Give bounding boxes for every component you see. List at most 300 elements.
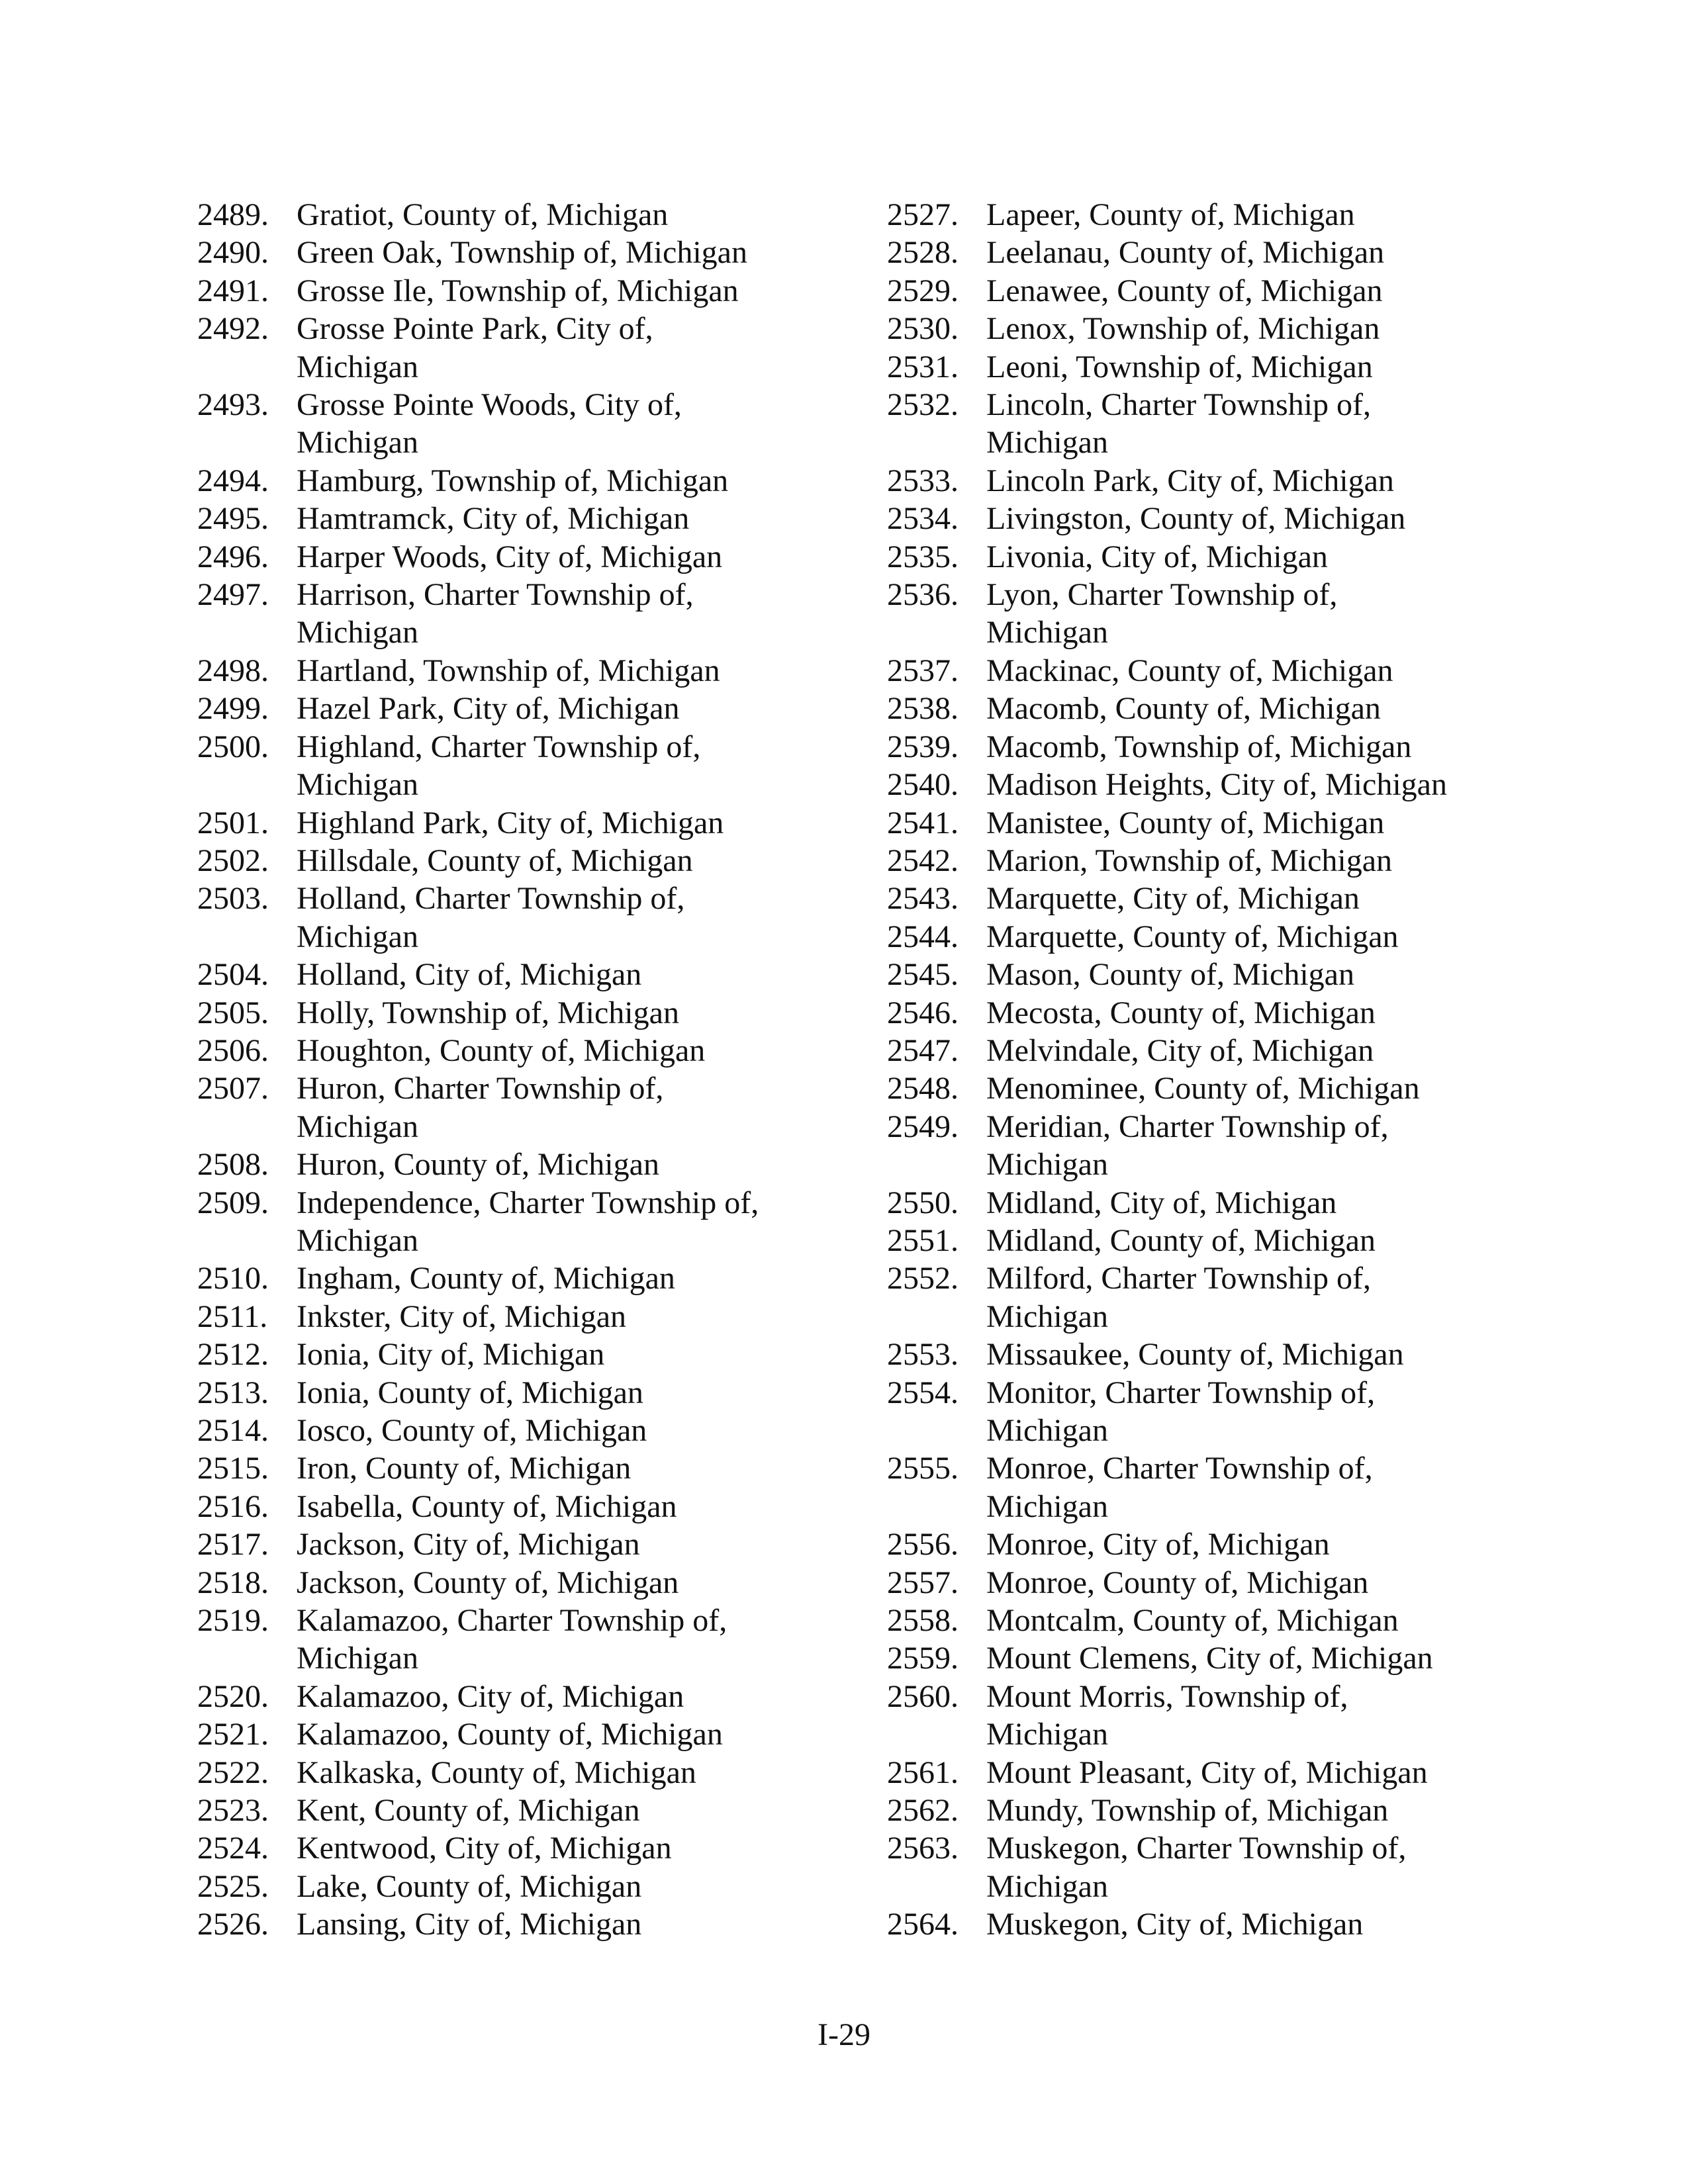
entry-number: 2507. (197, 1071, 269, 1107)
list-item (197, 1449, 859, 1487)
entry-name (986, 1678, 1549, 1754)
entry-name-line: Montcalm, County of, Michigan (986, 1603, 1399, 1639)
list-item (887, 462, 1549, 500)
entry-name (297, 500, 859, 537)
entry-name-line: Iron, County of, Michigan (297, 1451, 632, 1486)
entry-name (986, 1032, 1549, 1069)
entry-name-line: Hazel Park, City of, Michigan (297, 691, 680, 727)
list-item (887, 1259, 1549, 1336)
entry-name (297, 1336, 859, 1373)
entry-name (297, 728, 859, 804)
entry-name-line: Harper Woods, City of, Michigan (297, 539, 723, 574)
list-item (887, 538, 1549, 576)
entry-number: 2541. (887, 805, 959, 841)
entry-name-line: Huron, Charter Township of, (297, 1071, 664, 1107)
entry-number: 2509. (197, 1185, 269, 1220)
entry-number: 2495. (197, 501, 269, 537)
entry-number: 2506. (197, 1032, 269, 1068)
entry-name-line: Mount Clemens, City of, Michigan (986, 1641, 1433, 1676)
list-item (887, 500, 1549, 537)
entry-number: 2498. (197, 653, 269, 688)
entry-name (297, 538, 859, 576)
entry-name-line: Mundy, Township of, Michigan (986, 1793, 1389, 1829)
list-item (887, 1222, 1549, 1259)
entry-name-line: Marquette, County of, Michigan (986, 919, 1399, 954)
entry-name (297, 1069, 859, 1146)
entry-name-line: Hamtramck, City of, Michigan (297, 501, 690, 537)
entry-number: 2499. (197, 691, 269, 727)
entry-name (986, 766, 1549, 803)
list-item (887, 1184, 1549, 1222)
list-item (887, 1564, 1549, 1602)
entry-name-line: Houghton, County of, Michigan (297, 1032, 706, 1068)
entry-name (986, 652, 1549, 690)
entry-name-line: Kalkaska, County of, Michigan (297, 1754, 696, 1790)
entry-name-line: Marquette, City of, Michigan (986, 881, 1360, 917)
list-item (197, 1754, 859, 1792)
entry-name-line: Lansing, City of, Michigan (297, 1907, 642, 1942)
entry-name-line: Lincoln, Charter Township of, (986, 387, 1371, 423)
entry-number: 2504. (197, 957, 269, 993)
list-item (197, 1829, 859, 1867)
entry-name (297, 956, 859, 993)
entry-number: 2562. (887, 1793, 959, 1829)
list-item (197, 538, 859, 576)
list-item (197, 652, 859, 690)
entry-name (986, 1754, 1549, 1792)
entry-name (297, 1564, 859, 1602)
list-item (887, 880, 1549, 917)
entry-name (986, 386, 1549, 462)
entry-name (986, 1525, 1549, 1563)
entry-name (986, 804, 1549, 842)
entry-name (297, 1374, 859, 1412)
entry-name-line: Melvindale, City of, Michigan (986, 1032, 1374, 1068)
entry-name-line: Iosco, County of, Michigan (297, 1413, 647, 1448)
entry-name-line: Grosse Ile, Township of, Michigan (297, 273, 739, 308)
list-item (197, 1715, 859, 1753)
list-item (197, 234, 859, 271)
list-item (887, 690, 1549, 727)
entry-number: 2534. (887, 501, 959, 537)
entry-name (297, 1905, 859, 1943)
entry-name (986, 1069, 1549, 1107)
entry-name-line: Hamburg, Township of, Michigan (297, 463, 729, 498)
entry-name (986, 272, 1549, 310)
entry-name (986, 500, 1549, 537)
list-item (197, 842, 859, 880)
entry-name-line: Monroe, City of, Michigan (986, 1527, 1330, 1563)
entry-name-continuation: Michigan (297, 767, 418, 803)
entry-name-continuation: Michigan (986, 1868, 1108, 1904)
entry-name-line: Mackinac, County of, Michigan (986, 653, 1393, 688)
list-item (197, 1298, 859, 1336)
entry-number: 2525. (197, 1868, 269, 1904)
entry-name (986, 462, 1549, 500)
entry-number: 2558. (887, 1603, 959, 1639)
entry-name-line: Monroe, Charter Township of, (986, 1451, 1373, 1486)
entry-number: 2563. (887, 1831, 959, 1866)
entry-name (986, 1639, 1549, 1677)
entry-number: 2554. (887, 1375, 959, 1410)
entry-name (986, 576, 1549, 652)
entry-name-line: Independence, Charter Township of, (297, 1185, 759, 1220)
entry-name (297, 1259, 859, 1297)
entry-name-continuation: Michigan (297, 919, 418, 954)
entry-name-line: Green Oak, Township of, Michigan (297, 235, 747, 271)
entry-name (986, 348, 1549, 386)
entry-name-line: Gratiot, County of, Michigan (297, 197, 669, 232)
entry-number: 2513. (197, 1375, 269, 1410)
entry-name (297, 196, 859, 234)
entry-name (297, 1412, 859, 1449)
entry-number: 2560. (887, 1678, 959, 1714)
entry-name (297, 1449, 859, 1487)
entry-name (297, 576, 859, 652)
entry-name (297, 842, 859, 880)
list-item (197, 196, 859, 234)
list-item (887, 1449, 1549, 1525)
entry-name-line: Livingston, County of, Michigan (986, 501, 1406, 537)
list-item (887, 386, 1549, 462)
entry-name (297, 1678, 859, 1715)
entry-name-line: Lincoln Park, City of, Michigan (986, 463, 1394, 498)
entry-name (986, 234, 1549, 271)
list-item (887, 310, 1549, 347)
entry-name-line: Mount Pleasant, City of, Michigan (986, 1754, 1428, 1790)
entry-number: 2535. (887, 539, 959, 574)
list-item (887, 1032, 1549, 1069)
list-item (197, 1525, 859, 1563)
list-item (197, 1336, 859, 1373)
entry-number: 2557. (887, 1565, 959, 1600)
entry-name-line: Inkster, City of, Michigan (297, 1298, 626, 1334)
entry-name-line: Menominee, County of, Michigan (986, 1071, 1420, 1107)
list-item (887, 1829, 1549, 1905)
entry-number: 2553. (887, 1337, 959, 1373)
entry-name-line: Muskegon, Charter Township of, (986, 1831, 1407, 1866)
entry-name (297, 1298, 859, 1336)
entry-name-continuation: Michigan (986, 425, 1108, 461)
entry-name (297, 652, 859, 690)
entry-number: 2496. (197, 539, 269, 574)
entry-name (986, 956, 1549, 993)
entry-number: 2561. (887, 1754, 959, 1790)
list-item (197, 1905, 859, 1943)
entry-name-line: Manistee, County of, Michigan (986, 805, 1385, 841)
entry-name-line: Jackson, County of, Michigan (297, 1565, 679, 1600)
entry-name-line: Kent, County of, Michigan (297, 1793, 640, 1829)
entry-number: 2529. (887, 273, 959, 308)
list-item (197, 1069, 859, 1146)
entry-name-line: Midland, City of, Michigan (986, 1185, 1337, 1220)
entry-name (986, 690, 1549, 727)
entry-number: 2491. (197, 273, 269, 308)
entry-number: 2514. (197, 1413, 269, 1448)
entry-name (986, 310, 1549, 347)
entry-name-line: Missaukee, County of, Michigan (986, 1337, 1404, 1373)
entry-number: 2520. (197, 1678, 269, 1714)
entry-number: 2547. (887, 1032, 959, 1068)
list-item (887, 1336, 1549, 1373)
entry-number: 2524. (197, 1831, 269, 1866)
list-item (197, 1602, 859, 1678)
list-item (887, 1792, 1549, 1829)
entry-number: 2544. (887, 919, 959, 954)
entry-number: 2522. (197, 1754, 269, 1790)
list-item (887, 1525, 1549, 1563)
entry-number: 2537. (887, 653, 959, 688)
entry-number: 2518. (197, 1565, 269, 1600)
entry-number: 2521. (197, 1717, 269, 1752)
entry-number: 2542. (887, 842, 959, 878)
list-item (887, 1639, 1549, 1677)
entry-number: 2549. (887, 1109, 959, 1144)
entry-name (986, 1184, 1549, 1222)
entry-number: 2523. (197, 1793, 269, 1829)
list-item (197, 1564, 859, 1602)
list-item (887, 272, 1549, 310)
entry-name-continuation: Michigan (986, 1717, 1108, 1752)
entry-number: 2510. (197, 1261, 269, 1297)
entry-number: 2519. (197, 1603, 269, 1639)
list-item (197, 1678, 859, 1715)
entry-number: 2492. (197, 311, 269, 347)
entry-number: 2489. (197, 197, 269, 232)
list-item (197, 500, 859, 537)
entry-name-line: Isabella, County of, Michigan (297, 1488, 677, 1524)
entry-name-line: Macomb, County of, Michigan (986, 691, 1381, 727)
entry-number: 2516. (197, 1488, 269, 1524)
entry-number: 2502. (197, 842, 269, 878)
entry-name (986, 918, 1549, 956)
entry-name-continuation: Michigan (986, 1413, 1108, 1448)
entry-name-line: Huron, County of, Michigan (297, 1147, 659, 1183)
entry-number: 2556. (887, 1527, 959, 1563)
entry-number: 2501. (197, 805, 269, 841)
entry-number: 2531. (887, 349, 959, 385)
entry-number: 2528. (887, 235, 959, 271)
list-item (197, 1792, 859, 1829)
entry-name (986, 842, 1549, 880)
entry-name (297, 690, 859, 727)
entry-name (986, 1905, 1549, 1943)
entry-name (297, 462, 859, 500)
list-item (197, 690, 859, 727)
list-item (197, 272, 859, 310)
entry-name-continuation: Michigan (297, 1109, 418, 1144)
list-item (887, 196, 1549, 234)
entry-name-continuation: Michigan (986, 1488, 1108, 1524)
entry-name (297, 1792, 859, 1829)
entry-name-continuation: Michigan (986, 1147, 1108, 1183)
entry-name (297, 1715, 859, 1753)
entry-name-line: Holland, City of, Michigan (297, 957, 642, 993)
list-item (197, 1374, 859, 1412)
entry-name (986, 1602, 1549, 1639)
entry-name-line: Macomb, Township of, Michigan (986, 729, 1412, 764)
entry-number: 2543. (887, 881, 959, 917)
entry-name-line: Leelanau, County of, Michigan (986, 235, 1385, 271)
entry-name-continuation: Michigan (297, 1222, 418, 1258)
entry-number: 2508. (197, 1147, 269, 1183)
right-column (887, 196, 1549, 1944)
list-item (887, 652, 1549, 690)
entry-number: 2517. (197, 1527, 269, 1563)
entry-number: 2540. (887, 767, 959, 803)
entry-name (297, 994, 859, 1032)
list-item (197, 1412, 859, 1449)
entry-name-line: Highland, Charter Township of, (297, 729, 701, 764)
entry-name (297, 386, 859, 462)
entry-name (297, 234, 859, 271)
entry-name-line: Leoni, Township of, Michigan (986, 349, 1373, 385)
entry-name (986, 1829, 1549, 1905)
entry-name-line: Kalamazoo, City of, Michigan (297, 1678, 684, 1714)
list-item (197, 1868, 859, 1905)
list-item (887, 766, 1549, 803)
list-item (887, 1069, 1549, 1107)
list-item (197, 576, 859, 652)
entry-name (986, 1336, 1549, 1373)
entry-name (986, 1564, 1549, 1602)
entry-number: 2497. (197, 577, 269, 613)
list-item (197, 1488, 859, 1525)
entry-number: 2551. (887, 1222, 959, 1258)
entry-name (986, 1449, 1549, 1525)
entry-name (297, 1146, 859, 1183)
entry-name-line: Lenox, Township of, Michigan (986, 311, 1380, 347)
entry-number: 2539. (887, 729, 959, 764)
entry-name-line: Monroe, County of, Michigan (986, 1565, 1369, 1600)
entry-name-line: Highland Park, City of, Michigan (297, 805, 724, 841)
entry-name (986, 1108, 1549, 1184)
list-item (887, 1374, 1549, 1450)
entry-number: 2545. (887, 957, 959, 993)
entry-number: 2530. (887, 311, 959, 347)
entry-name (297, 310, 859, 386)
entry-name-line: Holly, Township of, Michigan (297, 995, 679, 1030)
entry-name-continuation: Michigan (297, 349, 418, 385)
list-item (887, 804, 1549, 842)
list-item (197, 462, 859, 500)
entry-number: 2494. (197, 463, 269, 498)
entry-name (986, 994, 1549, 1032)
entry-number: 2511. (197, 1298, 268, 1334)
list-item (887, 994, 1549, 1032)
entry-name (297, 880, 859, 956)
entry-name (986, 880, 1549, 917)
entry-name-line: Milford, Charter Township of, (986, 1261, 1372, 1297)
entry-name-line: Meridian, Charter Township of, (986, 1109, 1389, 1144)
entry-number: 2552. (887, 1261, 959, 1297)
entry-name (297, 1488, 859, 1525)
entry-number: 2538. (887, 691, 959, 727)
list-item (197, 956, 859, 993)
entry-name (986, 196, 1549, 234)
list-item (887, 234, 1549, 271)
page-number: I-29 (818, 2017, 870, 2052)
entry-number: 2548. (887, 1071, 959, 1107)
entry-name (297, 804, 859, 842)
entry-number: 2490. (197, 235, 269, 271)
entry-name-line: Mason, County of, Michigan (986, 957, 1354, 993)
entry-name-line: Lenawee, County of, Michigan (986, 273, 1383, 308)
list-item (197, 1032, 859, 1069)
entry-number: 2493. (197, 387, 269, 423)
entry-name-line: Grosse Pointe Woods, City of, (297, 387, 682, 423)
entry-number: 2546. (887, 995, 959, 1030)
list-item (887, 1905, 1549, 1943)
entry-number: 2532. (887, 387, 959, 423)
entry-name (297, 1602, 859, 1678)
list-item (197, 994, 859, 1032)
entry-name-continuation: Michigan (986, 1298, 1108, 1334)
entry-name-continuation: Michigan (297, 1641, 418, 1676)
list-item (197, 804, 859, 842)
entry-number: 2505. (197, 995, 269, 1030)
entry-name-continuation: Michigan (297, 615, 418, 651)
entry-name (297, 1868, 859, 1905)
entry-name-continuation: Michigan (297, 425, 418, 461)
list-item (197, 1146, 859, 1183)
entry-name-line: Midland, County of, Michigan (986, 1222, 1376, 1258)
entry-name-line: Livonia, City of, Michigan (986, 539, 1328, 574)
list-item (887, 576, 1549, 652)
entry-name-line: Jackson, City of, Michigan (297, 1527, 640, 1563)
entry-number: 2527. (887, 197, 959, 232)
entry-number: 2559. (887, 1641, 959, 1676)
entry-name (986, 538, 1549, 576)
entry-name-line: Kalamazoo, County of, Michigan (297, 1717, 723, 1752)
list-item (197, 386, 859, 462)
entry-name-line: Lapeer, County of, Michigan (986, 197, 1355, 232)
entry-number: 2555. (887, 1451, 959, 1486)
entry-name-line: Lyon, Charter Township of, (986, 577, 1338, 613)
entry-name-line: Mecosta, County of, Michigan (986, 995, 1376, 1030)
list-item (197, 728, 859, 804)
list-item (197, 1184, 859, 1260)
list-item (887, 918, 1549, 956)
entry-name-line: Muskegon, City of, Michigan (986, 1907, 1364, 1942)
entry-name-line: Holland, Charter Township of, (297, 881, 685, 917)
entry-name-line: Kentwood, City of, Michigan (297, 1831, 672, 1866)
list-item (887, 1754, 1549, 1792)
entry-name-line: Madison Heights, City of, Michigan (986, 767, 1447, 803)
list-item (197, 310, 859, 386)
entry-number: 2503. (197, 881, 269, 917)
list-item (887, 1678, 1549, 1754)
list-item (197, 1259, 859, 1297)
list-item (887, 1602, 1549, 1639)
entry-number: 2515. (197, 1451, 269, 1486)
entry-name-line: Lake, County of, Michigan (297, 1868, 642, 1904)
entry-name-line: Kalamazoo, Charter Township of, (297, 1603, 727, 1639)
entry-name-line: Ingham, County of, Michigan (297, 1261, 675, 1297)
entry-name-line: Harrison, Charter Township of, (297, 577, 694, 613)
entry-name-continuation: Michigan (986, 615, 1108, 651)
list-item (887, 956, 1549, 993)
entry-name (297, 1032, 859, 1069)
list-item (887, 728, 1549, 766)
entry-name-line: Grosse Pointe Park, City of, (297, 311, 653, 347)
entry-name-line: Mount Morris, Township of, (986, 1678, 1348, 1714)
entry-number: 2526. (197, 1907, 269, 1942)
entry-name-line: Monitor, Charter Township of, (986, 1375, 1376, 1410)
entry-number: 2550. (887, 1185, 959, 1220)
entry-name-line: Hartland, Township of, Michigan (297, 653, 720, 688)
list-item (887, 348, 1549, 386)
